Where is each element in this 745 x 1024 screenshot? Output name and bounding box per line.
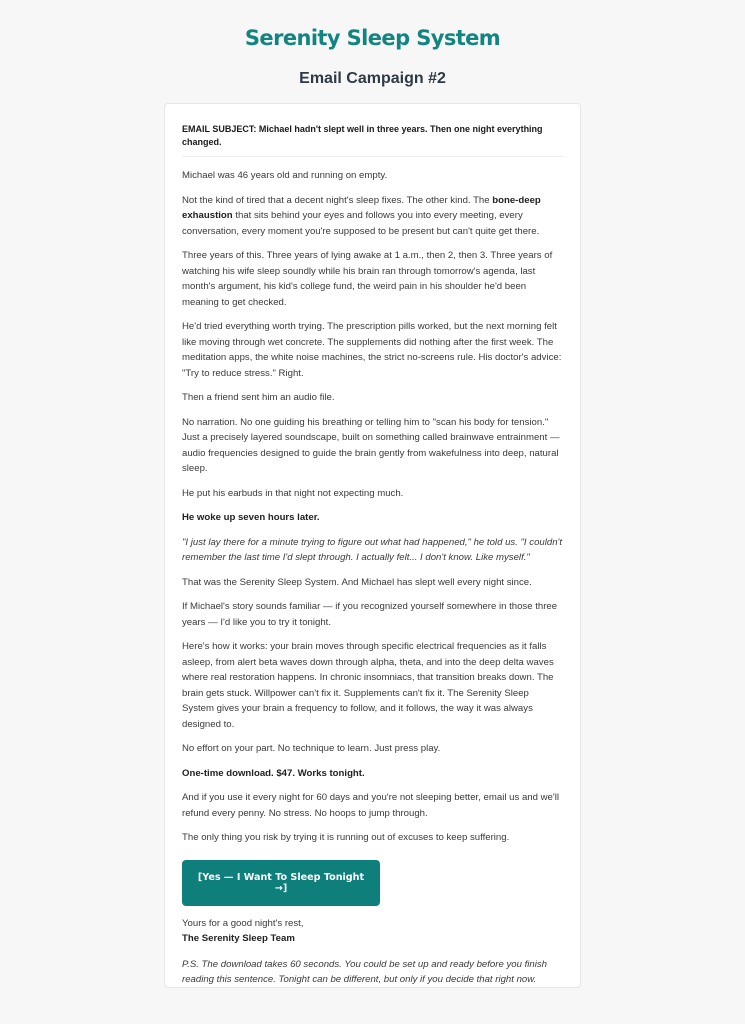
paragraph: Three years of this. Three years of lying awake at 1 a.m., then 2, then 3. Three years of watching his wife sleep soundly while his brain ran through tomorrow's agenda, last month's argument, his kid's college fund, the weird pain in his shoulder he'd been meaning to get checked. [182,250,553,308]
subject-text: Michael hadn't slept well in three years. Then one night everything changed. [182,124,543,147]
campaign-title: Email Campaign #2 [299,70,446,87]
email-body [182,168,563,846]
postscript: P.S. The download takes 60 seconds. You could be set up and ready before you finish reading this sentence. Tonight can be different, but only if you decide that right now. [182,958,547,985]
brand-logo: Serenity Sleep System [244,26,501,50]
email-subject [182,123,563,157]
bold-paragraph: He woke up seven hours later. [182,512,320,523]
paragraph: That was the Serenity Sleep System. And Michael has slept well every night since. [182,576,532,588]
emphasis-text: bone-deep exhaustion [182,194,541,221]
team-signature: The Serenity Sleep Team [182,932,295,944]
paragraph: Then a friend sent him an audio file. [182,392,335,403]
paragraph: He put his earbuds in that night not expecting much. [182,487,404,499]
testimonial-quote: "I just lay there for a minute trying to figure out what had happened," he told us. "I couldn't remember the last time I'd slept through. I actually felt... I don't know. Like myself." [182,536,563,563]
paragraph: No narration. No one guiding his breathing or telling him to "scan his body for tension." Just a precisely layered soundscape, built on something called brainwave entrainment — audio frequencies designed to guide the brain gently from wakefulness into deep, natural sleep. [182,416,560,474]
price-statement: One-time download. $47. Works tonight. [182,767,365,779]
paragraph-text: that sits behind your eyes and follows you into every meeting, every conversation, every moment you're supposed to be present but can't quite get there. [182,210,540,237]
paragraph: Here's how it works: your brain moves through specific electrical frequencies as it falls asleep, from alert beta waves down through alpha, theta, and into the deep delta waves where real restoration happens. In chronic insomniacs, that transition breaks down. The brain gets stuck. Willpower can't fix it. Supplements can't fix it. The Serenity Sleep System gives your brain a frequency to follow, and it follows, the way it was always designed to. [182,641,554,730]
paragraph: Michael was 46 years old and running on empty. [182,170,388,181]
signoff-text: Yours for a good night's rest, [182,917,304,929]
paragraph [182,193,563,240]
cta-button[interactable]: [Yes — I Want To Sleep Tonight →] [182,860,380,906]
paragraph: He'd tried everything worth trying. The prescription pills worked, but the next morning felt like moving through wet concrete. The supplements did nothing after the first week. The meditation apps, the white noise machines, the strict no-screens rule. His doctor's advice: "Try to reduce stress." Right. [182,321,562,379]
paragraph-text: Not the kind of tired that a decent night's sleep fixes. The other kind. The [182,194,493,206]
email-card [164,103,581,988]
subject-label: EMAIL SUBJECT: [182,124,257,134]
paragraph: The only thing you risk by trying it is running out of excuses to keep suffering. [182,832,510,843]
paragraph: If Michael's story sounds familiar — if you recognized yourself somewhere in those three years — I'd like you to try it tonight. [182,601,558,628]
paragraph: And if you use it every night for 60 days and you're not sleeping better, email us and we'll refund every penny. No stress. No hoops to jump through. [182,792,559,819]
signoff [182,916,563,946]
paragraph: No effort on your part. No technique to learn. Just press play. [182,743,441,754]
